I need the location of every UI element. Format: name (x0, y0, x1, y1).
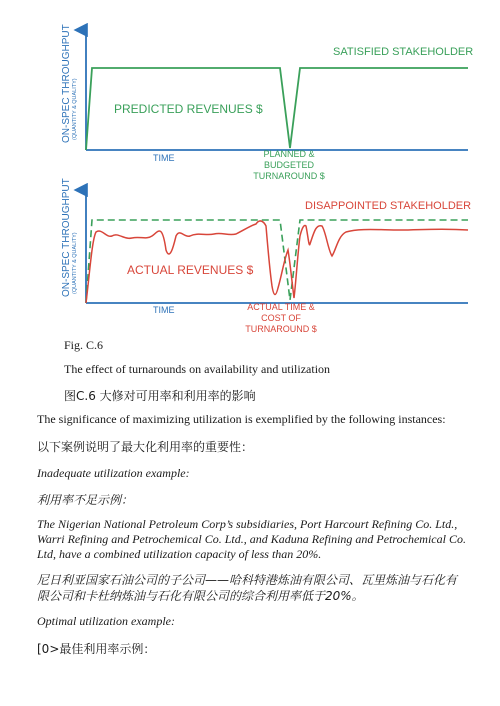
bottom-revenue-label: ACTUAL REVENUES $ (127, 263, 254, 277)
intro-text: The significance of maximizing utilization is exemplified by the following instances: (37, 412, 446, 426)
inadequate-example-zh-line2: 限公司和卡杜纳炼油与石化有限公司的综合利用率低于20%。 (37, 589, 364, 603)
top-y-sublabel: (QUANTITY & QUALITY) (72, 78, 78, 140)
top-revenue-label: PREDICTED REVENUES $ (114, 102, 263, 116)
optimal-heading: Optimal utilization example: (37, 614, 175, 628)
bottom-event-label-line2: COST OF (261, 313, 301, 323)
top-event-label-line3: TURNAROUND $ (253, 171, 325, 181)
top-event-label-line1: PLANNED & (263, 149, 315, 159)
bottom-y-label: ON-SPEC THROUGHPUT (61, 178, 72, 297)
top-panel (61, 24, 473, 181)
optimal-heading-zh: [0>最佳利用率示例： (37, 642, 156, 656)
figure-caption-zh: 图C.6 大修对可用率和利用率的影响 (64, 389, 256, 403)
bottom-actual-throughput-line (86, 221, 468, 303)
top-y-label: ON-SPEC THROUGHPUT (61, 24, 72, 143)
bottom-panel (61, 178, 471, 334)
figure-number: Fig. C.6 (64, 338, 104, 352)
top-x-label: TIME (153, 153, 175, 163)
inadequate-heading-zh: 利用率不足示例： (37, 493, 134, 507)
inadequate-heading: Inadequate utilization example: (37, 466, 190, 480)
figure-caption: The effect of turnarounds on availability and utilization (64, 362, 331, 376)
bottom-stakeholder-label: DISAPPOINTED STAKEHOLDER (305, 200, 472, 212)
intro-text-zh: 以下案例说明了最大化利用率的重要性： (37, 440, 254, 454)
inadequate-example-text: The Nigerian National Petroleum Corp’s subsidiaries, Port Harcourt Refining Co. Ltd., Warri Refining and Petrochemical Co. Ltd., and Kaduna Refining and Petrochemical Co. Ltd, have a combined utilization capacity of less than 20%. (37, 517, 466, 561)
inadequate-example-zh-line1: 尼日利亚国家石油公司的子公司——哈科特港炼油有限公司、瓦里炼油与石化有 (37, 573, 458, 587)
top-event-label-line2: BUDGETED (263, 160, 315, 170)
bottom-y-sublabel: (QUANTITY & QUALITY) (72, 232, 78, 294)
bottom-event-label-line3: TURNAROUND $ (245, 324, 317, 334)
bottom-event-label-line1: ACTUAL TIME & (247, 302, 315, 312)
top-stakeholder-label: SATISFIED STAKEHOLDER (333, 46, 474, 58)
figure-c6 (0, 0, 500, 340)
bottom-x-label: TIME (153, 305, 175, 315)
